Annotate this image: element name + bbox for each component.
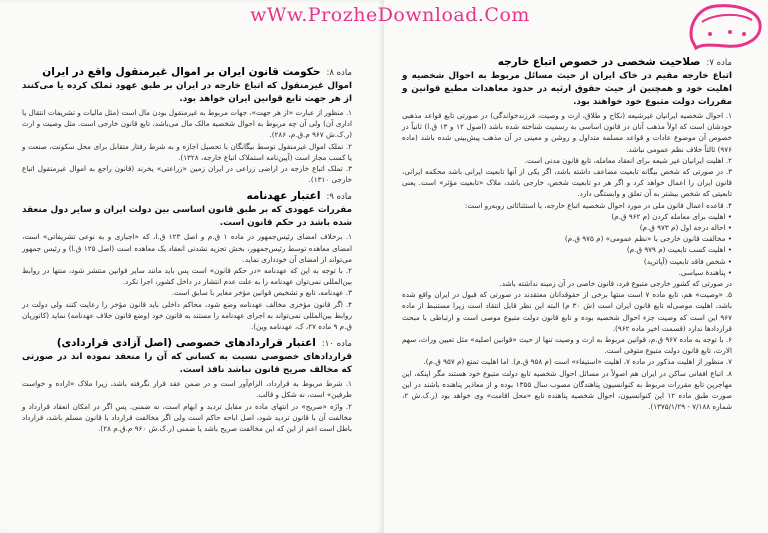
article-7-exception-2: • احاله درجه اول (م ۹۷۳ ق.م): [639, 223, 732, 233]
article-7-exception-5: • شخص فاقد تابعیت (آپاترید): [643, 256, 732, 266]
article-8-heading: [22, 66, 352, 78]
article-7-note-1: ۱. احوال شخصیه ایرانیان غیرشیعه (نکاح و طلاق، ارث و وصیت، فرزندخواندگی) در صورتی تابع قواعد مذهبی خودشان است که اولاً مذهب آنان در قانون اساسی به رسمیت شناخته شده باشد (اصول ۱۲ و ۱۳ ق.ا) ثانیاً در خصوص آن موضوع عادات و قواعد مسلمه متداول و روشن و معینی در آن مذهب پیش‌بینی شده باشد (ماده ۹۷۶) ثالثاً خلاف نظم عمومی نباشد.: [402, 111, 732, 154]
article-7-heading: [402, 56, 732, 68]
article-8-note-3: ۳. تملک اتباع خارجه در اراضی زراعی در ایران زمین «زراعتی» یخرند (قانون راجع به اموال غیرمنقول اتباع خارجی ۱۳۱۰).: [22, 164, 352, 185]
article-10-number: ماده ۱۰:: [321, 339, 352, 350]
article-7-title: صلاحیت شخصی در خصوص اتباع خارجه: [497, 56, 701, 68]
article-8-number: ماده ۸:: [326, 68, 352, 78]
article-10-lead: قراردادهای خصوصی نسبت به کسانی که آن را منعقد نموده اند در صورتی که مخالف صریح قانون نباشد نافذ است.: [22, 352, 352, 376]
article-8-note-2: ۲. تملک اموال غیرمنقول توسط بیگانگان با تحصیل اجازه و به شرط رفتار متقابل برای محل سکونت، صنعت و یا کسب مجاز است (آیین‌نامه استملاک اتباع خارجه، ۱۳۲۸).: [22, 141, 352, 162]
article-8-note-1: ۱. منظور از عبارت «از هر جهت»، جهات مربوط به غیرمنقول بودن مال است (مثل مالیات و تشریفات انتقال یا اداری آن) ولی آن چه مربوط به احوال شخصیه مالک مال می‌باشد، تابع قانون خارجی است. مثل وصیت و ارث (ر.ک.ش ۹۶۷ م.ق.م، ۲۸۶).: [22, 108, 352, 140]
article-7-exception-note: در صورتی که کشور خارجی متبوع فرد، قانون خاصی در آن زمینه نداشته باشد.: [499, 279, 732, 289]
article-9-note-3: ۳. عهدنامه، تابع و تشخیص قوانین مؤخر مغایر با سابق است.: [171, 288, 352, 298]
article-9-lead: مقررات عهودی که بر طبق قانون اساسی بین دولت ایران و سایر دول منعقد شده باشد در حکم قانون است.: [22, 205, 352, 229]
article-10-title: اعتبار قراردادهای خصوصی (اصل آزادی قراردادی): [56, 337, 316, 350]
article-10-note-1: ۱. شرط مربوط به قرارداد، الزام‌آور است و در ضمن عقد قرار نگرفته باشد، زیرا ملاک «اراده و خواست طرفین» است، نه شکل و قالب.: [22, 379, 352, 400]
article-9-note-2: ۲. با توجه به این که عهدنامه «در حکم قانون» است پس باید مانند سایر قوانین منتشر شود، منتها در روابط بین‌المللی نمی‌توان عهدنامه را به علت عدم انتشار در داخل کشور، اجرا نکرد.: [22, 266, 352, 287]
right-column: [402, 56, 732, 412]
article-7-exception-6: • پناهندهٔ سیاسی.: [678, 267, 732, 277]
article-9-number: ماده ۹:: [326, 192, 352, 203]
article-7-note-6: ۶. با توجه به ماده ۹۶۷ ق.م، قوانین مربوط به ارث و وصیت تنها از حیث «قوانین اصلیه» مثل تعیین وراث، سهم الارث، تابع قانون دولت متبوع متوفی است.: [402, 335, 732, 356]
article-9-heading: [22, 190, 352, 202]
article-7-note-5: ۵. «وصیت» هم، تابع ماده ۷ است منتها برخی از حقوقدانان معتقدند در صورتی که قبول در ایران واقع شده باشد، اهلیت موصی‌له تابع قانون ایران است (ش ۳۰ م) البته این نظر قابل انتقاد است زیرا مستنبط از ماده ۹۶۷ این است که وصیت جزء احوال شخصیه بوده و تابع قانون دولت متبوع موصی است و ارتباطی با مبحث قراردادها ندارد (قسمت اخیر ماده ۹۶۲).: [402, 290, 732, 333]
article-7-number: ماده ۷:: [706, 58, 732, 68]
article-9-note-4: ۴. اگر قانون مؤخری مخالف عهدنامه وضع شود، محاکم داخلی باید قانون مؤخر را رعایت کنند ولی دولت در روابط بین‌المللی نمی‌تواند به اجرای عهدنامه را مستند به قانون خود (وضع قانون خلاف عهدنامه) نماید (کاتوزیان ق.م ۹ ماده ۲۷، ک، عهدنامه وین).: [22, 299, 352, 332]
article-8-lead: اموال غیرمنقول که اتباع خارجه در ایران بر طبق عهود تملک کرده یا می‌کنند از هر جهت تابع قوانین ایران خواهد بود.: [22, 81, 352, 104]
article-7-lead: اتباع خارجه مقیم در خاک ایران از حیث مسائل مربوط به احوال شخصیه و اهلیت خود و همچنین از حیث حقوق ارثیه در حدود معاهدات مطیع قوانین و مقررات دولت متبوع خود خواهند بود.: [402, 71, 732, 107]
article-10-note-2: ۲. واژه «صریح» در انتهای ماده در مقابل تردید و ابهام است، نه ضمنی. پس اگر در امکان انعقاد قرارداد و مخالفت آن با قانون تردید شود، اصل اباحه حاکم است ولی اگر مخالفت قرارداد با قانون مسلم باشد، قرارداد باطل است اعم از این که این مخالفت صریح باشد یا ضمنی (ر.ک.ش ۹۶۰ م.ق.م ۲۸).: [22, 401, 352, 434]
article-7-exception-1: • اهلیت برای معامله کردن (م ۹۶۲ ق.م): [611, 211, 732, 221]
article-7-exception-3: • مخالفت قانون خارجی با «نظم عمومی» (م ۹۷۵ ق.م): [564, 234, 732, 244]
site-watermark: wWw.ProzheDownload.Com: [250, 4, 530, 26]
brand-logo: [686, 0, 766, 52]
article-7-note-8: ۸. اتباع افغانی ساکن در ایران هم اصولاً در مسائل احوال شخصیه تابع دولت متبوع خود هستند مگر اینکه، این مهاجرین تابع مقررات مربوط به کنوانسیون پناهندگان مصوب سال ۱۳۵۵ بوده و از معاذیر پناهنده باشند در این صورت طبق ماده ۱۲ این کنوانسیون، احوال شخصیه پناهنده تابع «محل اقامت» وی خواهد بود (ر.ک.ش ۲، شماره ۷/۱۸۸ - ۱۳۷۵/۱/۲۹).: [402, 368, 732, 412]
article-8-title: حکومت قانون ایران بر اموال غیرمنقول واقع در ایران: [42, 66, 321, 78]
article-7-note-2: ۲. اهلیت ایرانیان غیر شیعه برای انعقاد معامله، تابع قانون مدنی است.: [524, 155, 732, 165]
article-7-exception-4: • اهلیت کسب تابعیت (م ۹۷۹ ق.م): [626, 245, 732, 255]
article-9-note-1: ۱. برخلاف امضای رئیس‌جمهور در ماده ۱ ق.م و اصل ۱۲۳ ق.ا، که «اجباری و به نوعی تشریفاتی» است، امضای معاهده توسط رئیس‌جمهور، بخش تجزیه نشدنی انعقاد یک معاهده است (اصل ۱۲۵ ق.ا) و رئیس جمهور می‌تواند از امضای آن خودداری نماید.: [22, 232, 352, 264]
article-9-title: اعتبار عهدنامه: [246, 190, 321, 203]
article-7-note-7: ۷. منظور از اهلیت مذکور در ماده ۷، اهلیت «استیفاء» است (م ۹۵۸ ق.م). اما اهلیت تمتع (م ۹۵۷ ق.م).: [423, 357, 732, 367]
article-7-note-3: ۳. در صورتی که شخص بیگانه تابعیت مضاعف داشته باشد، اگر یکی از آنها تابعیت ایرانی باشد محکمه ایرانی، قانون ایران را اعمال خواهد کرد و اگر هر دو تابعیت شخص، خارجی باشد، ملاک «تابعیت مؤثر» است. یعنی تابعیتی که شخص بیشتر به آن تعلق و وابستگی دارد.: [402, 167, 732, 199]
article-10-heading: [22, 337, 352, 349]
right-page: [384, 0, 768, 533]
article-7-note-4: ۴. قاعده اعمال قانون ملی در مورد احوال شخصیه اتباع خارجه، با استثنائاتی روبه‌رو است:: [464, 200, 732, 210]
brand-logo-icon: [686, 0, 766, 52]
left-column: [22, 66, 352, 434]
